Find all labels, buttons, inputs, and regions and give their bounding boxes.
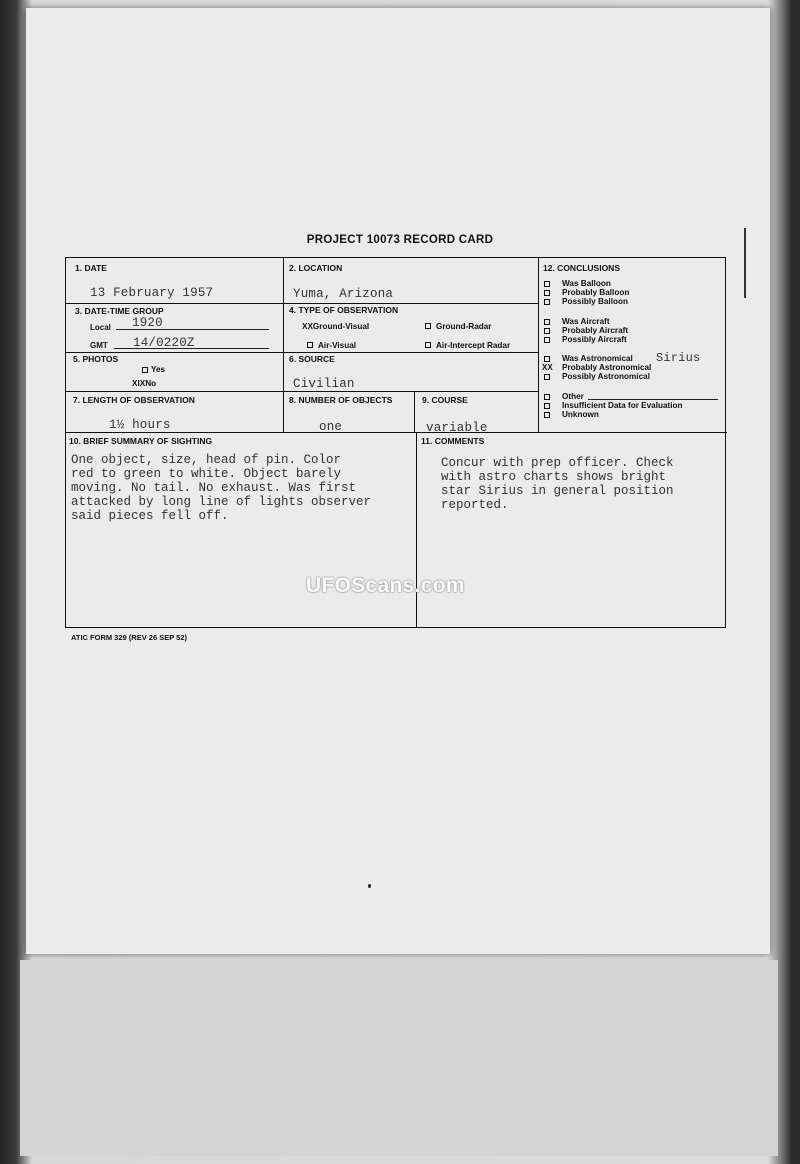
date-value: 13 February 1957 <box>90 286 214 300</box>
conclusion-was-balloon: Was Balloon <box>562 279 611 288</box>
summary-label: 10. BRIEF SUMMARY OF SIGHTING <box>69 436 213 446</box>
num-objects-label: 8. NUMBER OF OBJECTS <box>289 395 393 405</box>
astro-note: Sirius <box>656 351 701 365</box>
type-obs-label: 4. TYPE OF OBSERVATION <box>289 305 399 315</box>
dtg-gmt-label: GMT <box>90 341 108 350</box>
divider-comments <box>416 432 417 628</box>
conclusion-was-aircraft: Was Aircraft <box>562 317 610 326</box>
conclusion-checkbox-10 <box>544 403 550 409</box>
course-value: variable <box>426 421 488 435</box>
photos-yes-option: Yes <box>151 365 166 374</box>
length-label: 7. LENGTH OF OBSERVATION <box>73 395 195 405</box>
dtg-gmt-value: 14/0220Z <box>133 336 195 350</box>
conclusion-probably-aircraft: Probably Aircraft <box>562 326 629 335</box>
other-line <box>588 399 718 400</box>
conclusion-checkbox-6 <box>544 356 550 362</box>
conclusion-unknown: Unknown <box>562 410 599 419</box>
card-title: PROJECT 10073 RECORD CARD <box>306 234 494 246</box>
comments-line: reported. <box>441 498 509 512</box>
dtg-label: 3. DATE-TIME GROUP <box>75 306 164 316</box>
record-card <box>65 257 726 628</box>
photos-no-option: XIXNo <box>132 379 157 388</box>
conclusion-checkbox-5 <box>544 337 550 343</box>
conclusion-insufficient-data: Insufficient Data for Evaluation <box>562 401 683 410</box>
conclusion-other: Other <box>562 392 584 401</box>
divider-course <box>414 391 415 432</box>
length-value: 1½ hours <box>109 418 171 432</box>
probably-astronomical-mark: XX <box>542 363 553 372</box>
conclusion-was-astronomical: Was Astronomical <box>562 354 633 363</box>
summary-line: One object, size, head of pin. Color <box>71 453 342 467</box>
conclusion-checkbox-8 <box>544 374 550 380</box>
summary-line: red to green to white. Object barely <box>71 467 342 481</box>
photos-yes-checkbox <box>142 367 148 373</box>
ground-radar-option: Ground-Radar <box>436 322 492 331</box>
summary-text <box>71 453 371 523</box>
conclusion-checkbox-9 <box>544 394 550 400</box>
conclusion-checkbox-3 <box>544 319 550 325</box>
conclusion-possibly-balloon: Possibly Balloon <box>562 297 628 306</box>
dtg-local-value: 1920 <box>132 316 163 330</box>
summary-line: moving. No tail. No exhaust. Was first <box>71 481 357 495</box>
air-visual-option: Air-Visual <box>318 341 357 350</box>
divider-row2 <box>66 352 538 353</box>
ground-visual-option: XXGround-Visual <box>302 322 370 331</box>
watermark: UFOScans.com <box>306 574 465 597</box>
comments-text <box>441 456 674 512</box>
summary-line: attacked by long line of lights observer <box>71 495 372 509</box>
speck <box>368 884 371 888</box>
comments-line: with astro charts shows bright <box>441 470 667 484</box>
conclusion-checkbox-4 <box>544 328 550 334</box>
divider-col1 <box>283 258 284 432</box>
num-objects-value: one <box>319 420 343 434</box>
conclusions-label: 12. CONCLUSIONS <box>543 263 620 273</box>
divider-conclusions <box>538 258 539 432</box>
air-intercept-option: Air-Intercept Radar <box>436 341 511 350</box>
conclusion-probably-balloon: Probably Balloon <box>562 288 630 297</box>
divider-row4 <box>66 432 727 433</box>
divider-row1 <box>66 303 538 304</box>
form-number: ATIC FORM 329 (REV 26 SEP 52) <box>71 633 188 642</box>
dtg-local-label: Local <box>90 323 111 332</box>
course-label: 9. COURSE <box>422 395 468 405</box>
comments-line: star Sirius in general position <box>441 484 674 498</box>
conclusion-possibly-aircraft: Possibly Aircraft <box>562 335 627 344</box>
source-value: Civilian <box>293 377 355 391</box>
date-label: 1. DATE <box>75 263 107 273</box>
source-label: 6. SOURCE <box>289 354 335 364</box>
air-intercept-checkbox <box>425 342 431 348</box>
conclusion-possibly-astronomical: Possibly Astronomical <box>562 372 650 381</box>
photos-label: 5. PHOTOS <box>73 354 119 364</box>
conclusion-checkbox-0 <box>544 281 550 287</box>
location-value: Yuma, Arizona <box>293 287 394 301</box>
ground-radar-checkbox <box>425 323 431 329</box>
summary-line: said pieces fell off. <box>71 509 229 523</box>
comments-line: Concur with prep officer. Check <box>441 456 674 470</box>
conclusion-checkbox-2 <box>544 299 550 305</box>
location-label: 2. LOCATION <box>289 263 343 273</box>
conclusion-checkbox-11 <box>544 412 550 418</box>
comments-label: 11. COMMENTS <box>421 436 485 446</box>
conclusion-probably-astronomical: Probably Astronomical <box>562 363 652 372</box>
divider-row3 <box>66 391 538 392</box>
lower-scan-area <box>20 960 778 1156</box>
air-visual-checkbox <box>307 342 313 348</box>
conclusion-checkbox-1 <box>544 290 550 296</box>
